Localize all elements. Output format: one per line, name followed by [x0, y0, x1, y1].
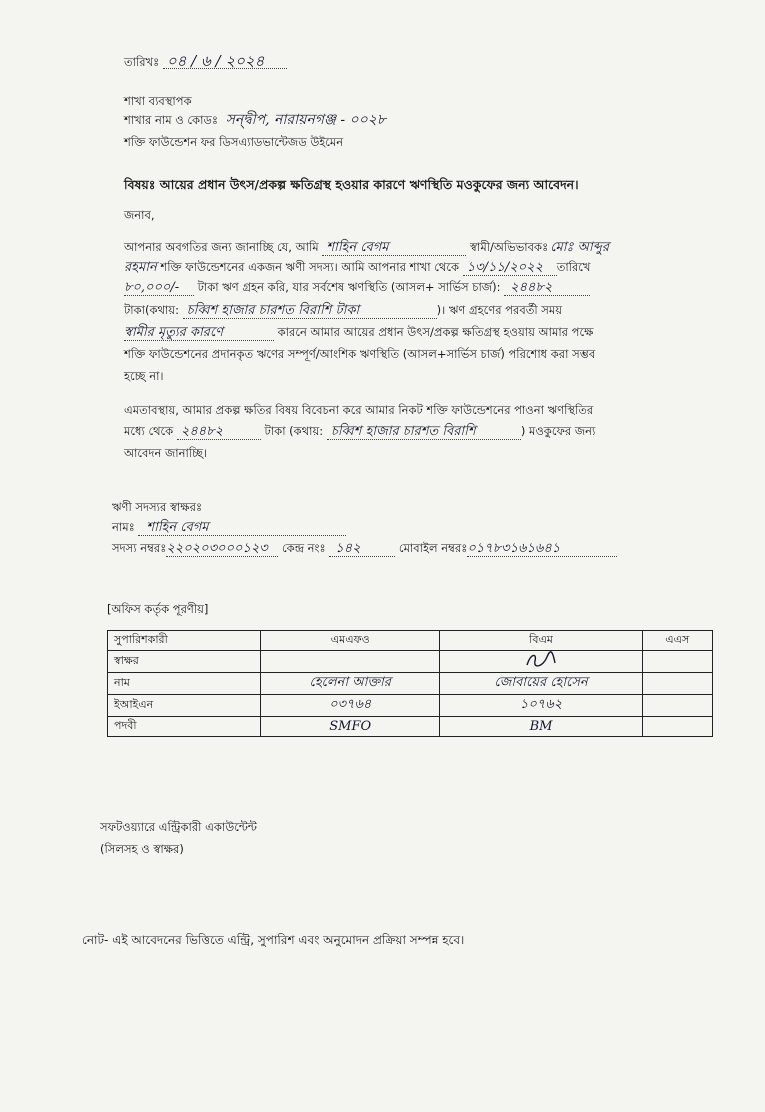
- row-label: পদবী: [108, 717, 261, 737]
- header-recommender: সুপারিশকারী: [108, 631, 261, 651]
- guardian-value-1: মোঃ আব্দুর: [550, 240, 609, 255]
- para1-line3: [124, 280, 590, 296]
- para2-line2: [124, 424, 595, 440]
- office-table: [107, 630, 713, 737]
- subject: বিষয়ঃ আয়ের প্রধান উৎস/প্রকল্প ক্ষতিগ্রস্থ হওয়ার কারণে ঋণস্থিতি মওকুফের জন্য আবেদন।: [124, 177, 579, 192]
- as-designation: [642, 717, 712, 737]
- signature-label: ঋণী সদস্যর স্বাক্ষরঃ: [112, 500, 203, 514]
- para1-line4: [124, 303, 562, 319]
- bm-name: জোবায়ের হোসেন: [440, 673, 642, 695]
- organization-name: শক্তি ফাউন্ডেশন ফর ডিসএ্যাডভান্টেজড উইমেন: [124, 135, 344, 149]
- signer-name-value: শাহিন বেগম: [138, 521, 346, 536]
- header-mfo: এমএফও: [261, 631, 440, 651]
- member-info-line: [112, 541, 617, 557]
- balance-value: ২৪৪৮২: [504, 281, 590, 296]
- para1-text: )। ঋণ গ্রহণের পরবর্তী সময়: [436, 303, 563, 317]
- mfo-ein: ০৩৭৬৪: [261, 695, 440, 717]
- para1-line2: [124, 260, 590, 276]
- date-value: ০৪ / ৬ / ২০২৪: [163, 54, 287, 69]
- balance-words-value: চব্বিশ হাজার চারশত বিরাশি টাকা: [183, 304, 437, 319]
- accountant-title: সফটওয়্যারে এন্ট্রিকারী একাউন্টেন্ট: [100, 820, 257, 834]
- addressee: শাখা ব্যবস্থাপক: [124, 94, 192, 108]
- para2-line1: এমতাবস্থায়, আমার প্রকল্প ক্ষতির বিষয় বিবেচনা করে আমার নিকট শক্তি ফাউন্ডেশনের পাওনা ঋণস্থিতির: [124, 403, 594, 417]
- loan-date-value: ১৩/১১/২০২২: [463, 261, 557, 276]
- para1-line5: [124, 325, 593, 341]
- member-no-value: ২২০২০৩০০০১২৩: [166, 542, 278, 557]
- table-header-row: [108, 631, 713, 651]
- header-as: এএস: [642, 631, 712, 651]
- branch-label: শাখার নাম ও কোডঃ: [124, 113, 219, 127]
- para2-line3: আবেদন জানাচ্ছি।: [124, 446, 208, 460]
- mfo-name: হেলেনা আক্তার: [261, 673, 440, 695]
- office-caption: [অফিস কর্তৃক পূরণীয়]: [107, 602, 209, 616]
- branch-value: সন্দ্বীপ, নারায়নগঞ্জ - ০০২৮: [225, 112, 386, 128]
- para1-text: টাকা ঋণ গ্রহন করি, যার সর্বশেষ ঋণস্থিতি (আসল+ সার্ভিস চার্জ):: [197, 280, 501, 294]
- as-ein: [642, 695, 712, 717]
- reason-value: স্বামীর মৃত্যুর কারণে: [124, 326, 274, 341]
- para1-text: শক্তি ফাউন্ডেশনের একজন ঋণী সদস্য। আমি আপনার শাখা থেকে: [160, 260, 460, 274]
- as-name: [642, 673, 712, 695]
- signature-scribble-icon: [521, 651, 561, 669]
- bm-ein: ১০৭৬২: [440, 695, 642, 717]
- para2-text: টাকা (কথায়:: [264, 424, 324, 438]
- row-label: স্বাক্ষর: [108, 651, 261, 673]
- guardian-value-2: রহমান: [124, 260, 157, 275]
- table-row: [108, 651, 713, 673]
- center-no-label: কেন্দ্র নংঃ: [281, 541, 326, 555]
- mfo-signature: [261, 651, 440, 673]
- loan-amount-value: ৮০,০০০/-: [124, 281, 194, 296]
- date-line: [124, 54, 287, 69]
- para2-text: মধ্যে থেকে: [124, 424, 174, 438]
- date-label: তারিখঃ: [124, 55, 160, 69]
- table-row: [108, 673, 713, 695]
- salutation: জনাব,: [124, 208, 155, 222]
- header-bm: বিএম: [440, 631, 642, 651]
- row-label: ইআইএন: [108, 695, 261, 717]
- table-row: [108, 717, 713, 737]
- name-line: [112, 520, 346, 536]
- para1-text: কারনে আমার আয়ের প্রধান উৎস/প্রকল্প ক্ষতিগ্রস্থ হওয়ায় আমার পক্ষে: [277, 325, 594, 339]
- accountant-subtitle: (সিলসহ ও স্বাক্ষর): [100, 842, 184, 856]
- member-name-value: শাহিন বেগম: [322, 241, 466, 256]
- as-signature: [642, 651, 712, 673]
- bm-designation: BM: [440, 717, 642, 737]
- table-row: [108, 695, 713, 717]
- para2-text: ) মওকুফের জন্য: [520, 424, 596, 438]
- para1-line1: [124, 240, 609, 256]
- note: নোট- এই আবেদনের ভিত্তিতে এন্ট্রি, সুপারিশ এবং অনুমোদন প্রক্রিয়া সম্পন্ন হবে।: [82, 933, 465, 947]
- mfo-designation: SMFO: [261, 717, 440, 737]
- para1-text: তারিখে: [556, 260, 591, 274]
- para1-text: টাকা(কথায়:: [124, 303, 179, 317]
- para1-line6: শক্তি ফাউন্ডেশনের প্রদানকৃত ঋণের সম্পূর্ণ/আংশিক ঋণস্থিতি (আসল+সার্ভিস চার্জ) পরিশোধ করা সম্ভব: [124, 347, 596, 361]
- para1-text: আপনার অবগতির জন্য জানাচ্ছি যে, আমি: [124, 240, 319, 254]
- guardian-label: স্বামী/অভিভাবকঃ: [470, 240, 549, 254]
- member-no-label: সদস্য নম্বরঃ: [112, 541, 167, 555]
- row-label: নাম: [108, 673, 261, 695]
- bm-signature: [440, 651, 642, 673]
- waive-amount-value: ২৪৪৮২: [177, 425, 261, 440]
- mobile-no-value: ০১৭৮৩১৬১৬৪১: [467, 542, 617, 557]
- branch-line: [124, 113, 386, 127]
- center-no-value: ১৪২: [329, 542, 395, 557]
- mobile-label: মোবাইল নম্বরঃ: [398, 541, 468, 555]
- name-label: নামঃ: [112, 520, 135, 534]
- para1-line7: হচ্ছে না।: [124, 369, 164, 383]
- waive-words-value: চব্বিশ হাজার চারশত বিরাশি: [327, 425, 521, 440]
